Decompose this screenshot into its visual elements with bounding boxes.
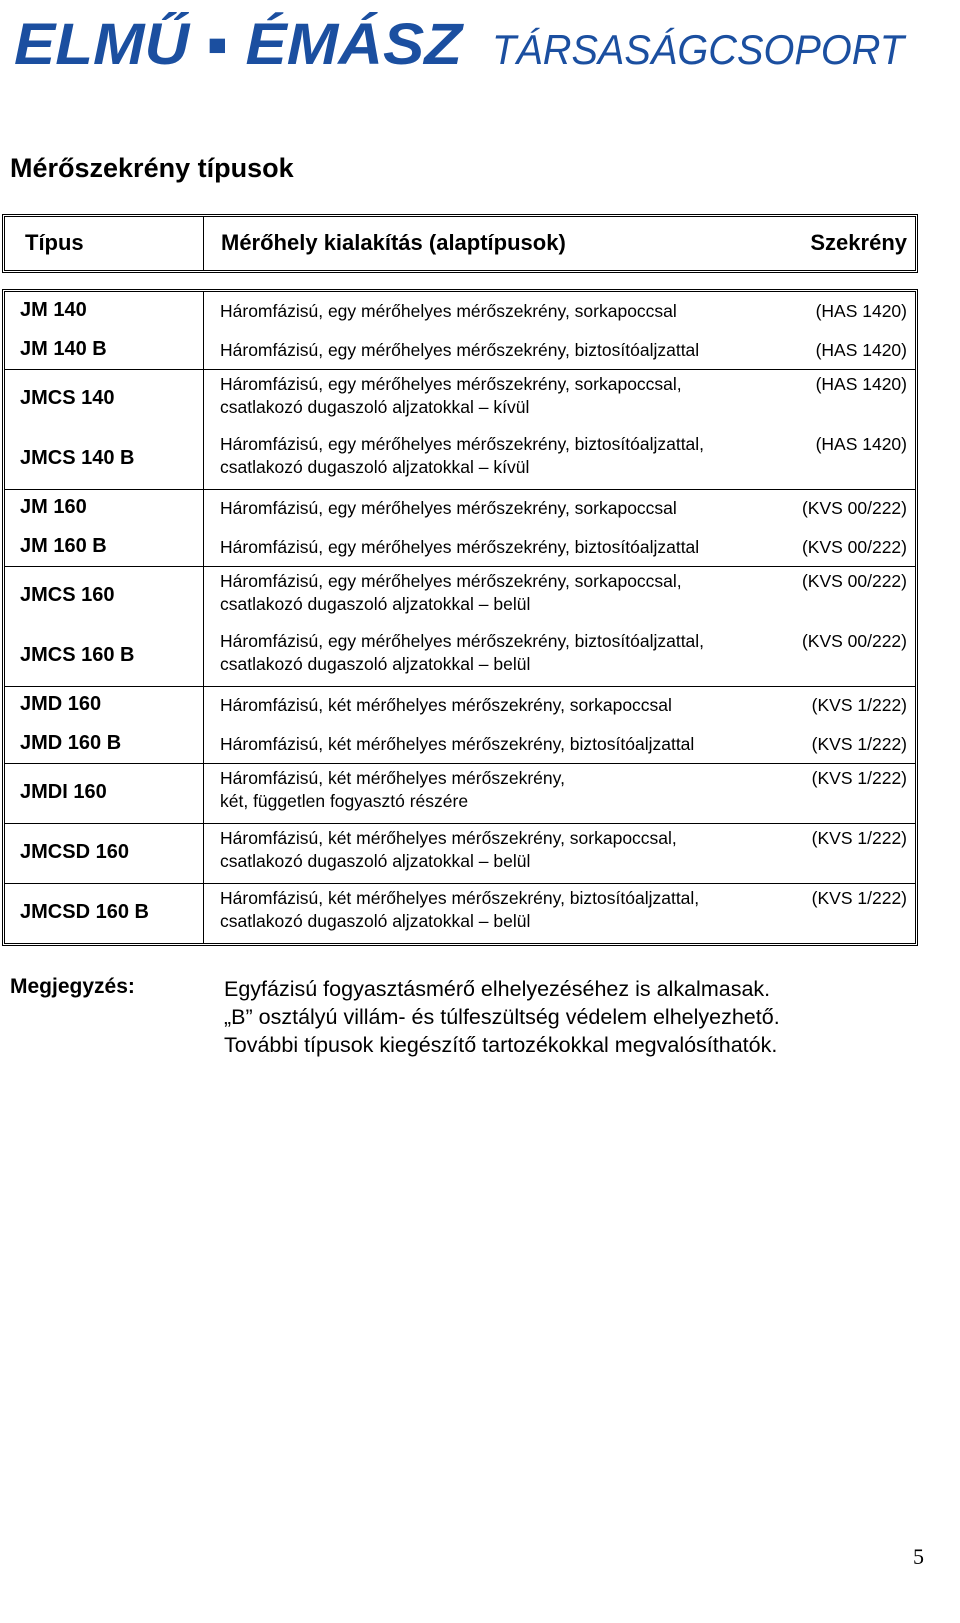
- company-logo: [14, 4, 914, 84]
- table-row: [5, 883, 915, 943]
- row-cabinet: (KVS 1/222): [811, 695, 907, 715]
- row-description-line2: csatlakozó dugaszoló aljzatokkal – belül: [220, 594, 531, 614]
- table-header: [2, 214, 918, 273]
- note-label: Megjegyzés:: [10, 975, 135, 998]
- row-type: JMDI 160: [20, 781, 107, 803]
- row-description-line2: csatlakozó dugaszoló aljzatokkal – kívül: [220, 457, 530, 477]
- table-row: [5, 331, 915, 369]
- page-title: Mérőszekrény típusok: [10, 153, 294, 183]
- table-row: [5, 763, 915, 823]
- header-divider: [203, 217, 204, 270]
- row-description-line1: Háromfázisú, két mérőhelyes mérőszekrény, biztosítóaljzattal: [220, 734, 695, 754]
- table-row: [5, 566, 915, 626]
- meter-cabinet-table: [2, 289, 918, 946]
- row-description: [220, 433, 704, 479]
- row-description: [220, 887, 699, 933]
- row-cabinet: (KVS 1/222): [811, 768, 907, 788]
- note-text: [224, 975, 780, 1059]
- row-type: JM 140 B: [20, 338, 107, 360]
- row-description-line1: Háromfázisú, két mérőhelyes mérőszekrény, sorkapoccsal: [220, 695, 672, 715]
- row-cabinet: (KVS 00/222): [801, 537, 907, 557]
- row-type: JMCS 160: [20, 584, 115, 606]
- row-description: [220, 339, 699, 362]
- row-cabinet: (HAS 1420): [815, 374, 907, 394]
- table-row: [5, 686, 915, 725]
- row-description: [220, 694, 672, 717]
- row-cabinet: (KVS 00/222): [801, 631, 907, 651]
- row-cabinet: (HAS 1420): [815, 340, 907, 360]
- row-description: [220, 536, 699, 559]
- row-description-line1: Háromfázisú, egy mérőhelyes mérőszekrény, biztosítóaljzattal,: [220, 434, 705, 454]
- row-cabinet: (HAS 1420): [815, 301, 907, 321]
- row-cabinet: (HAS 1420): [815, 434, 907, 454]
- row-type: JMCSD 160: [20, 841, 129, 863]
- note-line: További típusok kiegészítő tartozékokkal megvalósíthatók.: [224, 1033, 778, 1057]
- svg-text:ELMŰ ▪ ÉMÁSZ: ELMŰ ▪ ÉMÁSZ: [14, 12, 465, 77]
- row-type: JM 160 B: [20, 535, 107, 557]
- row-description-line2: két, független fogyasztó részére: [220, 791, 469, 811]
- row-description-line2: csatlakozó dugaszoló aljzatokkal – belül: [220, 911, 531, 931]
- row-type: JMCSD 160 B: [20, 901, 149, 923]
- row-cabinet: (KVS 1/222): [811, 734, 907, 754]
- row-description: [220, 733, 694, 756]
- row-description-line1: Háromfázisú, egy mérőhelyes mérőszekrény, sorkapoccsal: [220, 498, 677, 518]
- row-type: JMCS 140 B: [20, 447, 135, 469]
- row-description-line1: Háromfázisú, két mérőhelyes mérőszekrény,: [220, 768, 565, 788]
- row-cabinet: (KVS 00/222): [801, 571, 907, 591]
- svg-text:TÁRSASÁGCSOPORT: TÁRSASÁGCSOPORT: [492, 26, 908, 73]
- table-row: [5, 429, 915, 489]
- row-description-line2: csatlakozó dugaszoló aljzatokkal – belül: [220, 654, 531, 674]
- row-description-line1: Háromfázisú, egy mérőhelyes mérőszekrény, biztosítóaljzattal: [220, 537, 700, 557]
- note-line: Egyfázisú fogyasztásmérő elhelyezéséhez is alkalmasak.: [224, 977, 771, 1001]
- row-cabinet: (KVS 1/222): [811, 828, 907, 848]
- table-row: [5, 292, 915, 331]
- company-logo-graphic: [14, 4, 914, 84]
- header-kialakitas: Mérőhely kialakítás (alaptípusok): [221, 230, 566, 255]
- row-description: [220, 827, 677, 873]
- row-description: [220, 630, 704, 676]
- row-description-line1: Háromfázisú, két mérőhelyes mérőszekrény, sorkapoccsal,: [220, 828, 677, 848]
- table-row: [5, 528, 915, 566]
- row-description-line2: csatlakozó dugaszoló aljzatokkal – kívül: [220, 397, 530, 417]
- row-description-line1: Háromfázisú, egy mérőhelyes mérőszekrény, sorkapoccsal,: [220, 571, 682, 591]
- row-type: JM 160: [20, 496, 87, 518]
- row-description: [220, 497, 677, 520]
- row-cabinet: (KVS 1/222): [811, 888, 907, 908]
- row-description-line1: Háromfázisú, egy mérőhelyes mérőszekrény, sorkapoccsal,: [220, 374, 682, 394]
- row-description: [220, 300, 677, 323]
- row-description: [220, 570, 682, 616]
- header-tipus: Típus: [25, 230, 84, 255]
- table-row: [5, 489, 915, 528]
- row-description-line1: Háromfázisú, két mérőhelyes mérőszekrény, biztosítóaljzattal,: [220, 888, 700, 908]
- row-description-line1: Háromfázisú, egy mérőhelyes mérőszekrény, sorkapoccsal: [220, 301, 677, 321]
- row-description-line1: Háromfázisú, egy mérőhelyes mérőszekrény, biztosítóaljzattal: [220, 340, 700, 360]
- note-line: „B” osztályú villám- és túlfeszültség védelem elhelyezhető.: [224, 1005, 780, 1029]
- page-number: 5: [913, 1544, 924, 1569]
- row-description: [220, 373, 682, 419]
- row-type: JMD 160 B: [20, 732, 122, 754]
- row-description-line2: csatlakozó dugaszoló aljzatokkal – belül: [220, 851, 531, 871]
- table-row: [5, 725, 915, 763]
- table-row: [5, 369, 915, 429]
- row-type: JM 140: [20, 299, 87, 321]
- row-description-line1: Háromfázisú, egy mérőhelyes mérőszekrény, biztosítóaljzattal,: [220, 631, 705, 651]
- table-row: [5, 626, 915, 686]
- row-type: JMCS 160 B: [20, 644, 135, 666]
- table-row: [5, 823, 915, 883]
- header-szekreny: Szekrény: [810, 230, 907, 255]
- row-cabinet: (KVS 00/222): [801, 498, 907, 518]
- row-description: [220, 767, 565, 813]
- row-type: JMCS 140: [20, 387, 115, 409]
- row-type: JMD 160: [20, 693, 102, 715]
